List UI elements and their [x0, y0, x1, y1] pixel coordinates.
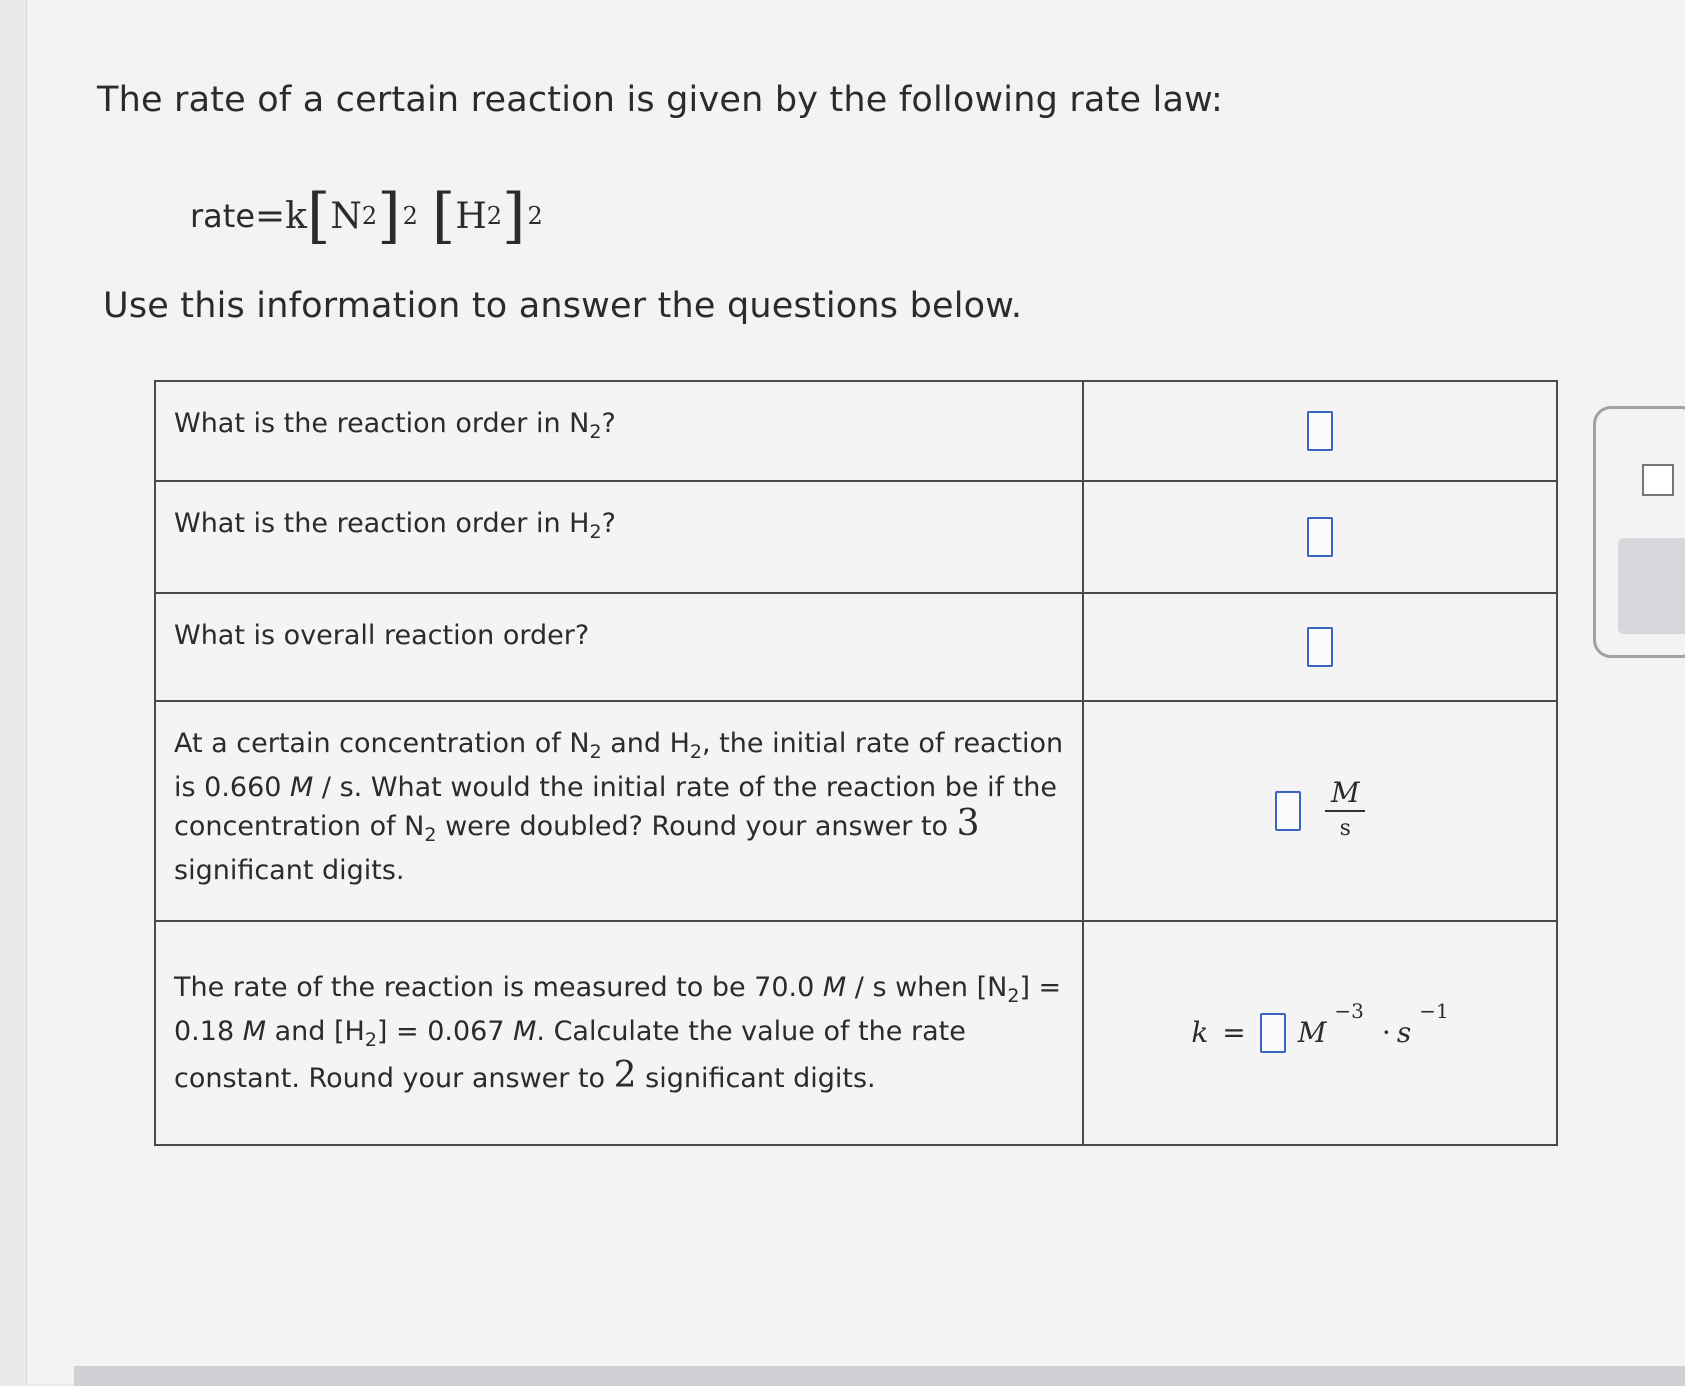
unit-m: M: [1297, 1016, 1327, 1049]
question-order-n2: What is the reaction order in $N_2$?: [155, 381, 1083, 481]
table-row: [155, 381, 1557, 481]
side-checkbox[interactable]: [1642, 464, 1674, 496]
question-doubled-rate: At a certain concentration of $N_2$ and $H_2$, the initial rate of reaction is 0.660 M / s. What would the initial rate of the reaction be if the concentration of $N_2$ were doubled? Round your answer to 3 significant digits.: [155, 701, 1083, 921]
intro-text: The rate of a certain reaction is given by the following rate law:: [97, 80, 1224, 120]
question-overall-order: What is overall reaction order?: [155, 593, 1083, 701]
answer-input-overall-order[interactable]: [1307, 627, 1333, 667]
right-bracket: ]: [377, 181, 401, 251]
species-n-subscript: 2: [361, 202, 378, 230]
table-row: [155, 593, 1557, 701]
left-bracket: [: [307, 181, 331, 251]
s-exponent: −1: [1419, 999, 1449, 1023]
n-exponent: 2: [402, 202, 418, 230]
answer-input-order-h2[interactable]: [1307, 517, 1333, 557]
m-exponent: −3: [1334, 999, 1364, 1023]
bottom-bar: [74, 1366, 1685, 1386]
unit-s: s: [1396, 1016, 1412, 1049]
h-exponent: 2: [527, 202, 543, 230]
answer-cell: [1083, 921, 1557, 1145]
unit-fraction: [1325, 776, 1365, 846]
species-h: H: [455, 195, 487, 237]
table-row: [155, 481, 1557, 593]
table-row: [155, 921, 1557, 1145]
answer-input-rate-constant[interactable]: [1260, 1013, 1286, 1053]
right-bracket: ]: [502, 181, 526, 251]
question-order-h2: What is the reaction order in $H_2$?: [155, 481, 1083, 593]
answer-input-order-n2[interactable]: [1307, 411, 1333, 451]
rate-law-equation: [190, 176, 543, 256]
species-h-subscript: 2: [486, 202, 503, 230]
rate-label: rate: [190, 197, 255, 235]
unit-denominator: s: [1339, 816, 1351, 841]
table-row: [155, 701, 1557, 921]
questions-table: [154, 380, 1558, 1146]
k-symbol: k: [1191, 1016, 1209, 1049]
dot-operator: ·: [1381, 1016, 1391, 1049]
rate-constant-symbol: k: [285, 195, 307, 237]
answer-cell: [1083, 593, 1557, 701]
equals-sign: =: [255, 195, 286, 237]
rate-constant-expression: [1191, 999, 1449, 1053]
left-bracket: [: [431, 181, 456, 251]
side-tool-button[interactable]: [1618, 538, 1685, 634]
answer-cell: [1083, 381, 1557, 481]
answer-cell: [1083, 701, 1557, 921]
unit-numerator: M: [1330, 776, 1360, 809]
equals-sign: =: [1222, 1016, 1246, 1049]
answer-input-doubled-rate[interactable]: [1275, 791, 1301, 831]
species-n: N: [330, 195, 362, 237]
question-rate-constant: The rate of the reaction is measured to be 70.0 M / s when $[N_2] = 0.18$ M and $[H_2] = 0.067$ M. Calculate the value of the rate constant. Round your answer to 2 significant digits.: [155, 921, 1083, 1145]
answer-cell: [1083, 481, 1557, 593]
instruction-text: Use this information to answer the questions below.: [103, 286, 1023, 326]
